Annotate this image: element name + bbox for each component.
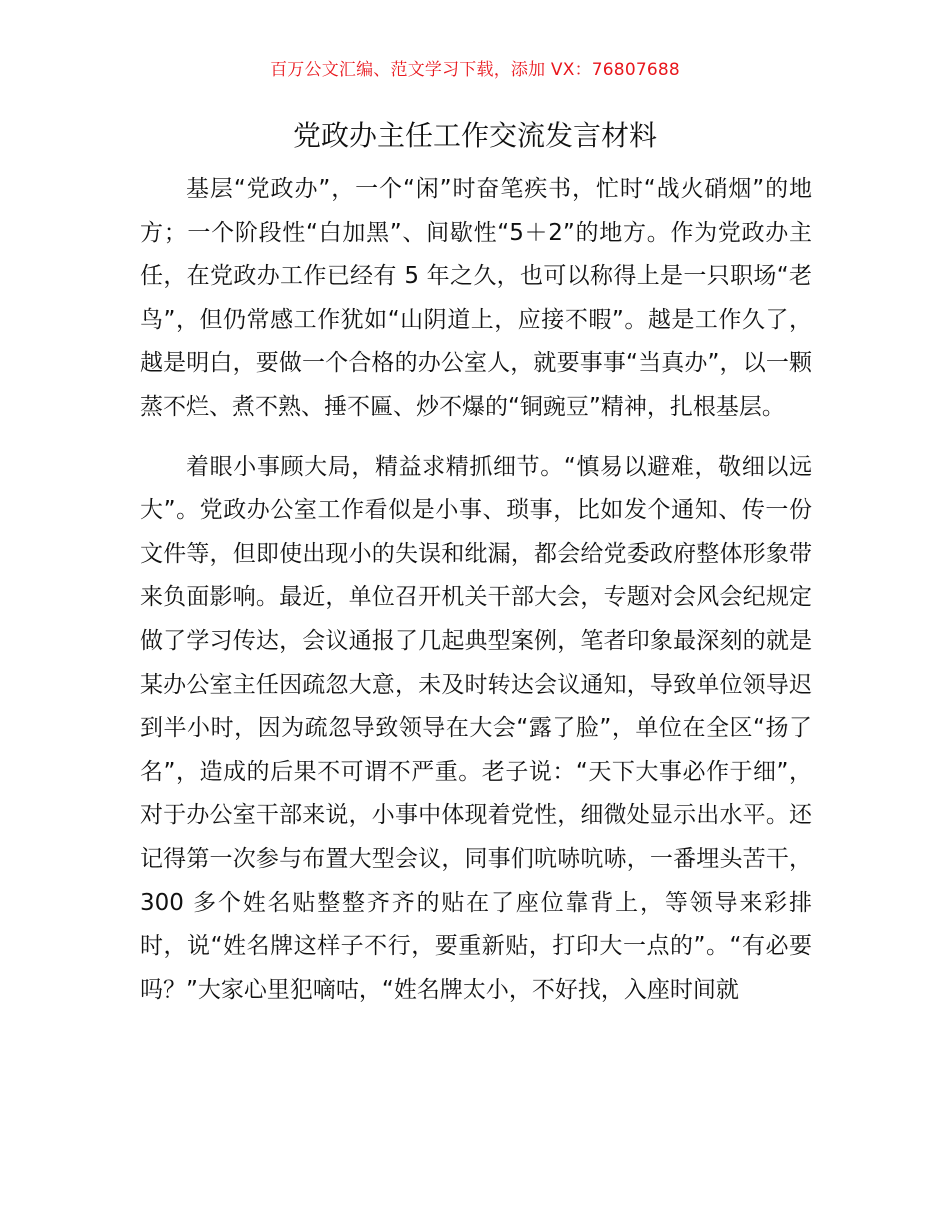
- promo-header-text: 百万公文汇编、范文学习下载，添加 VX：76807688: [270, 60, 680, 80]
- document-title: 党政办主任工作交流发言材料: [292, 119, 657, 152]
- document-body: [140, 168, 812, 1028]
- body-paragraph-2: 着眼小事顾大局，精益求精抓细节。“慎易以避难，敬细以远大”。党政办公室工作看似是小事、琐事，比如发个通知、传一份文件等，但即使出现小的失误和纰漏，都会给党委政府整体形象带来负面影响。最近，单位召开机关干部大会，专题对会风会纪规定做了学习传达，会议通报了几起典型案例，笔者印象最深刻的就是某办公室主任因疏忽大意，未及时转达会议通知，导致单位领导迟到半小时，因为疏忽导致领导在大会“露了脸”，单位在全区“扬了名”，造成的后果不可谓不严重。老子说：“天下大事必作于细”，对于办公室干部来说，小事中体现着党性，细微处显示出水平。还记得第一次参与布置大型会议，同事们吭哧吭哧，一番埋头苦干，300 多个姓名贴整整齐齐的贴在了座位靠背上，等领导来彩排时，说“姓名牌这样子不行，要重新贴，打印大一点的”。“有必要吗？”大家心里犯嘀咕，“姓名牌太小，不好找，入座时间就: [140, 453, 812, 1003]
- body-paragraph-1: 基层“党政办”，一个“闲”时奋笔疾书，忙时“战火硝烟”的地方；一个阶段性“白加黑”、间歇性“5＋2”的地方。作为党政办主任，在党政办工作已经有 5 年之久，也可以称得上是一只职场“老鸟”，但仍常感工作犹如“山阴道上，应接不暇”。越是工作久了，越是明白，要做一个合格的办公室人，就要事事“当真办”，以一颗蒸不烂、煮不熟、捶不匾、炒不爆的“铜豌豆”精神，扎根基层。: [140, 176, 812, 420]
